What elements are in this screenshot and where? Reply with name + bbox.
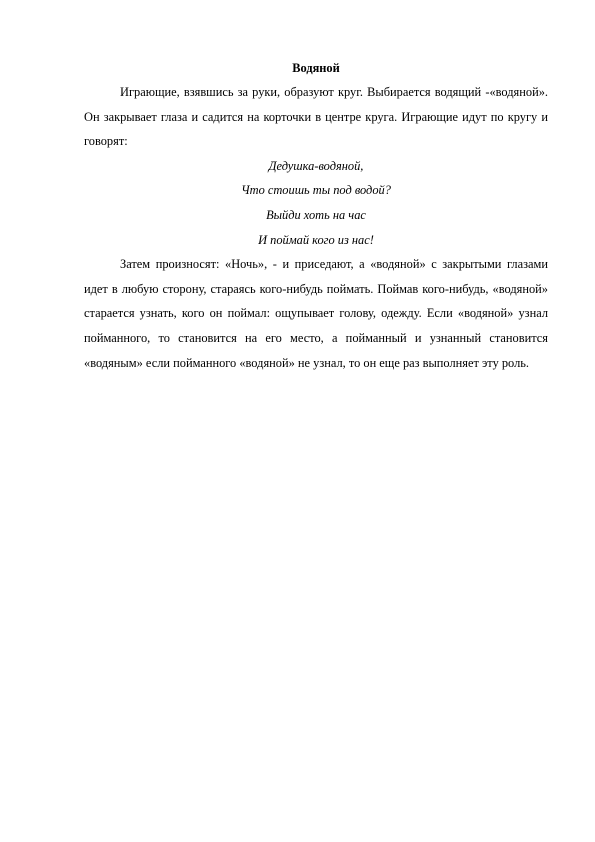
document-title: Водяной <box>292 61 340 75</box>
verse-line-2: Что стоишь ты под водой? <box>241 183 391 198</box>
document-body <box>84 56 548 375</box>
closing-paragraph: Затем произносят: «Ночь», - и приседают, а «водяной» с закрытыми глазами идет в любую сторону, стараясь кого-нибудь поймать. Поймав кого-нибудь, «водяной» старается узнать, кого он поймал: ощупывает голову, одежду. Если «водяной» узнал пойманного, то становится на его место, а пойманный и узнанный становится «водяным» если пойманного «водяной» не узнал, то он еще раз выполняет эту роль. <box>84 257 548 370</box>
verse-line-1: Дедушка-водяной, <box>268 158 364 173</box>
verse-line-3: Выйди хоть на час <box>266 207 366 222</box>
intro-paragraph: Играющие, взявшись за руки, образуют круг. Выбирается водящий -«водяной». Он закрывает глаза и садится на корточки в центре круга. Играющие идут по кругу и говорят: <box>84 85 548 149</box>
verse-line-4: И поймай кого из нас! <box>258 232 374 247</box>
